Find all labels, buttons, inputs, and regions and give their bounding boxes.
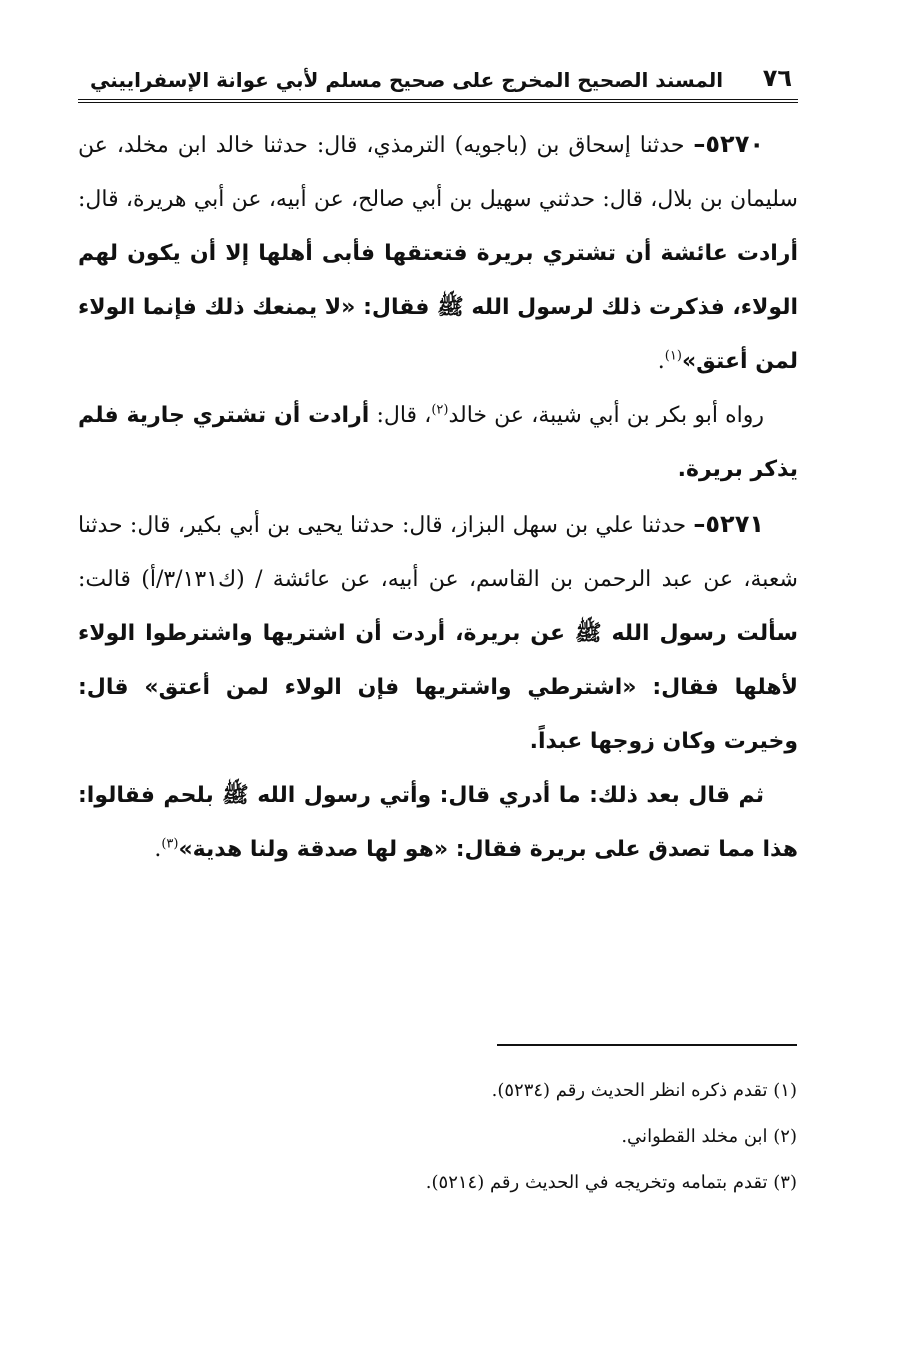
footnote-ref: (٣): [161, 836, 179, 852]
hadith-number: ٥٢٧٠–: [693, 130, 764, 158]
period: .: [657, 349, 665, 374]
matn-text: سألت رسول الله ﷺ عن بريرة، أردت أن اشتريها واشترطوا الولاء لأهلها فقال: «اشترطي واشتريها فإن الولاء لمن أعتق» قال: وخيرت وكان زوجها عبداً.: [78, 621, 798, 754]
header-rule: [78, 96, 798, 103]
matn-text: ثم قال بعد ذلك: ما أدري قال: وأتي رسول الله ﷺ بلحم فقالوا: هذا مما تصدق على بريرة فقال: «هو لها صدقة ولنا هدية»: [78, 783, 798, 862]
period: .: [154, 837, 162, 862]
footnote-ref: (١): [664, 348, 682, 364]
isnad-text: حدثنا إسحاق بن (باجويه) الترمذي، قال: حدثنا خالد ابن مخلد، عن سليمان بن بلال، قال: حدثني سهيل بن أبي صالح، عن أبيه، عن أبي هريرة، قال:: [78, 133, 798, 212]
page-number: ٧٦: [762, 64, 792, 92]
note-text: رواه أبو بكر بن أبي شيبة، عن خالد: [448, 403, 764, 428]
running-header: [78, 52, 798, 92]
footnote-3: (٣) تقدم بتمامه وتخريجه في الحديث رقم (٥٢١٤).: [425, 1172, 797, 1193]
hadith-5271-continuation: [78, 769, 798, 877]
hadith-5271-paragraph: [78, 497, 798, 769]
note-text-2: ، قال:: [369, 403, 432, 428]
book-title: المسند الصحيح المخرج على صحيح مسلم لأبي عوانة الإسفراييني: [90, 68, 724, 92]
matn-text: أرادت أن تشتري جارية فلم يذكر بريرة.: [78, 403, 798, 482]
isnad-text: حدثنا علي بن سهل البزاز، قال: حدثنا يحيى بن أبي بكير، قال: حدثنا شعبة، عن عبد الرحمن بن القاسم، عن أبيه، عن عائشة / (ك٣/١٣١/أ) قالت:: [78, 513, 798, 592]
page: [78, 52, 798, 877]
footnote-ref: (٢): [431, 402, 449, 418]
footnotes: [97, 1068, 797, 1206]
hadith-5270-note: [78, 389, 798, 497]
hadith-number: ٥٢٧١–: [693, 510, 764, 538]
matn-text: أرادت عائشة أن تشتري بريرة فتعتقها فأبى أهلها إلا أن يكون لهم الولاء، فذكرت ذلك لرسول الله ﷺ فقال: «لا يمنعك ذلك فإنما الولاء لمن أعتق»: [78, 241, 798, 374]
footnote-separator: [497, 1044, 797, 1046]
main-text: [78, 117, 798, 877]
footnote-1: (١) تقدم ذكره انظر الحديث رقم (٥٢٣٤).: [491, 1080, 797, 1101]
footnote-2: (٢) ابن مخلد القطواني.: [621, 1126, 797, 1147]
hadith-5270-paragraph: [78, 117, 798, 389]
